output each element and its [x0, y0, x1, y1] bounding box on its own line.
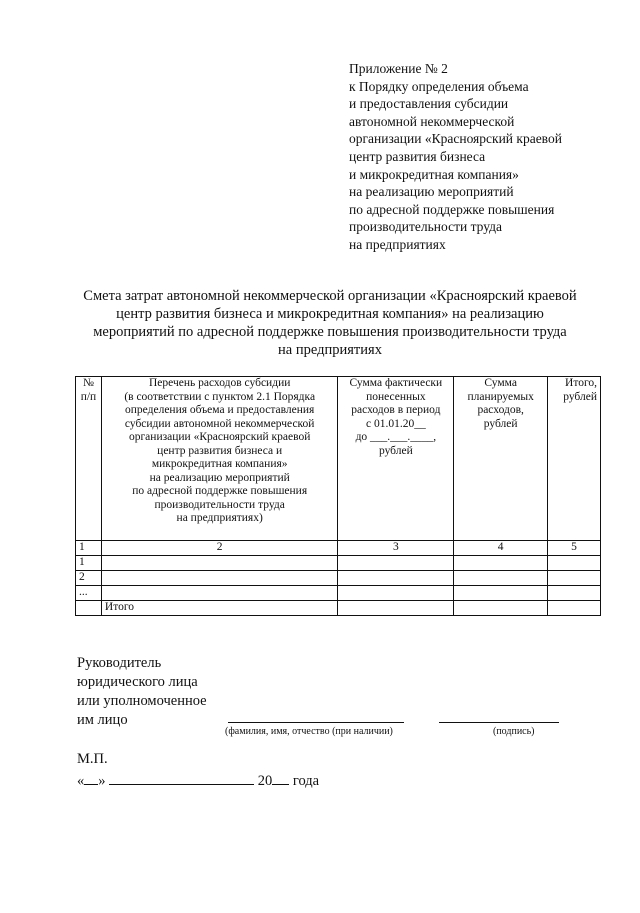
header-text: центр развития бизнеса и [157, 444, 283, 457]
table-row [76, 555, 601, 570]
appendix-line: по адресной поддержке повышения [349, 201, 555, 217]
header-number [76, 377, 102, 541]
header-actual-expenses [338, 377, 454, 541]
column-number: 2 [101, 541, 338, 556]
header-total [548, 377, 601, 541]
header-text: понесенных [366, 390, 426, 403]
row-name [101, 585, 338, 600]
appendix-line: на реализацию мероприятий [349, 184, 514, 200]
estimate-table [75, 376, 601, 616]
table-row [76, 585, 601, 600]
row-number: 2 [76, 570, 102, 585]
table-row [76, 570, 601, 585]
signatory-block [77, 654, 207, 730]
date-close-quote: » [98, 773, 106, 789]
name-caption: (фамилия, имя, отчество (при наличии) [225, 726, 393, 737]
row-cell [454, 570, 548, 585]
header-text: расходов в период [351, 404, 441, 416]
signatory-line: юридического лица [77, 674, 198, 690]
appendix-line: Приложение № 2 [349, 61, 448, 76]
row-cell [548, 555, 601, 570]
appendix-line: к Порядку определения объема [349, 78, 529, 94]
column-number-row [76, 541, 601, 556]
row-cell [454, 585, 548, 600]
column-number: 1 [76, 541, 102, 556]
column-number: 4 [454, 541, 548, 556]
year-prefix: 20 [257, 773, 273, 789]
appendix-header [349, 60, 609, 254]
row-cell [548, 570, 601, 585]
year-field[interactable] [272, 772, 289, 785]
signature-field-line[interactable] [439, 722, 559, 723]
header-text: на предприятиях) [176, 512, 263, 524]
appendix-line: на предприятиях [349, 236, 446, 252]
header-text: на реализацию мероприятий [149, 471, 290, 484]
document-title [60, 287, 600, 359]
title-line: центр развития бизнеса и микрокредитная компания» на реализацию [116, 306, 544, 322]
row-cell [338, 555, 454, 570]
header-text: по адресной поддержке повышения [132, 485, 308, 497]
header-text: расходов, [477, 404, 524, 416]
header-text: производительности труда [154, 498, 285, 511]
header-text: с 01.01.20__ [366, 417, 426, 430]
title-line: мероприятий по адресной поддержке повышения производительности труда [93, 324, 567, 340]
header-text: Сумма фактически [349, 377, 443, 389]
header-planned-expenses [454, 377, 548, 541]
row-cell [338, 585, 454, 600]
day-field[interactable] [84, 772, 98, 785]
row-cell [338, 570, 454, 585]
header-text: планируемых [467, 390, 534, 403]
row-name [101, 570, 338, 585]
row-cell [548, 600, 601, 615]
column-number: 3 [338, 541, 454, 556]
signatory-line: им лицо [77, 712, 128, 728]
row-name: Итого [101, 600, 338, 615]
row-cell [548, 585, 601, 600]
appendix-line: организации «Красноярский краевой [349, 131, 562, 147]
header-text: до ___.___.____, [355, 431, 437, 443]
header-text: микрокредитная компания» [151, 458, 288, 470]
header-text: рублей [378, 444, 413, 457]
month-field[interactable] [109, 772, 254, 785]
date-open-quote: « [77, 773, 85, 789]
table-row-total [76, 600, 601, 615]
title-line: на предприятиях [278, 342, 382, 358]
stamp-place: М.П. [77, 751, 108, 767]
date-line [77, 772, 319, 790]
header-expense-list [101, 377, 338, 541]
table-header-row [76, 377, 601, 541]
row-number [76, 600, 102, 615]
row-number: ... [76, 585, 102, 600]
header-text: субсидии автономной некоммерческой [124, 417, 315, 430]
appendix-line: автономной некоммерческой [349, 113, 515, 129]
signature-caption: (подпись) [493, 726, 535, 737]
header-text: рублей [563, 390, 597, 403]
title-line: Смета затрат автономной некоммерческой организации «Красноярский краевой [83, 288, 577, 304]
header-text: рублей [483, 417, 518, 430]
header-text: организации «Красноярский краевой [128, 431, 311, 443]
appendix-line: и предоставления субсидии [349, 96, 509, 112]
signatory-line: Руководитель [77, 655, 162, 671]
appendix-line: производительности труда [349, 219, 503, 235]
appendix-line: центр развития бизнеса [349, 148, 486, 164]
appendix-line: и микрокредитная компания» [349, 166, 519, 182]
header-text: (в соответствии с пунктом 2.1 Порядка [124, 390, 316, 403]
row-cell [454, 555, 548, 570]
header-text: Сумма [484, 377, 517, 389]
date-suffix: года [292, 773, 320, 789]
row-name [101, 555, 338, 570]
row-cell [338, 600, 454, 615]
row-number: 1 [76, 555, 102, 570]
signatory-line: или уполномоченное [77, 693, 207, 709]
header-text: определения объема и предоставления [125, 404, 315, 416]
header-text: Итого, [565, 377, 597, 389]
header-text: Перечень расходов субсидии [148, 377, 291, 389]
column-number: 5 [548, 541, 601, 556]
row-cell [454, 600, 548, 615]
header-text: № [82, 377, 94, 389]
name-field-line[interactable] [228, 722, 404, 723]
header-text: п/п [80, 390, 97, 403]
